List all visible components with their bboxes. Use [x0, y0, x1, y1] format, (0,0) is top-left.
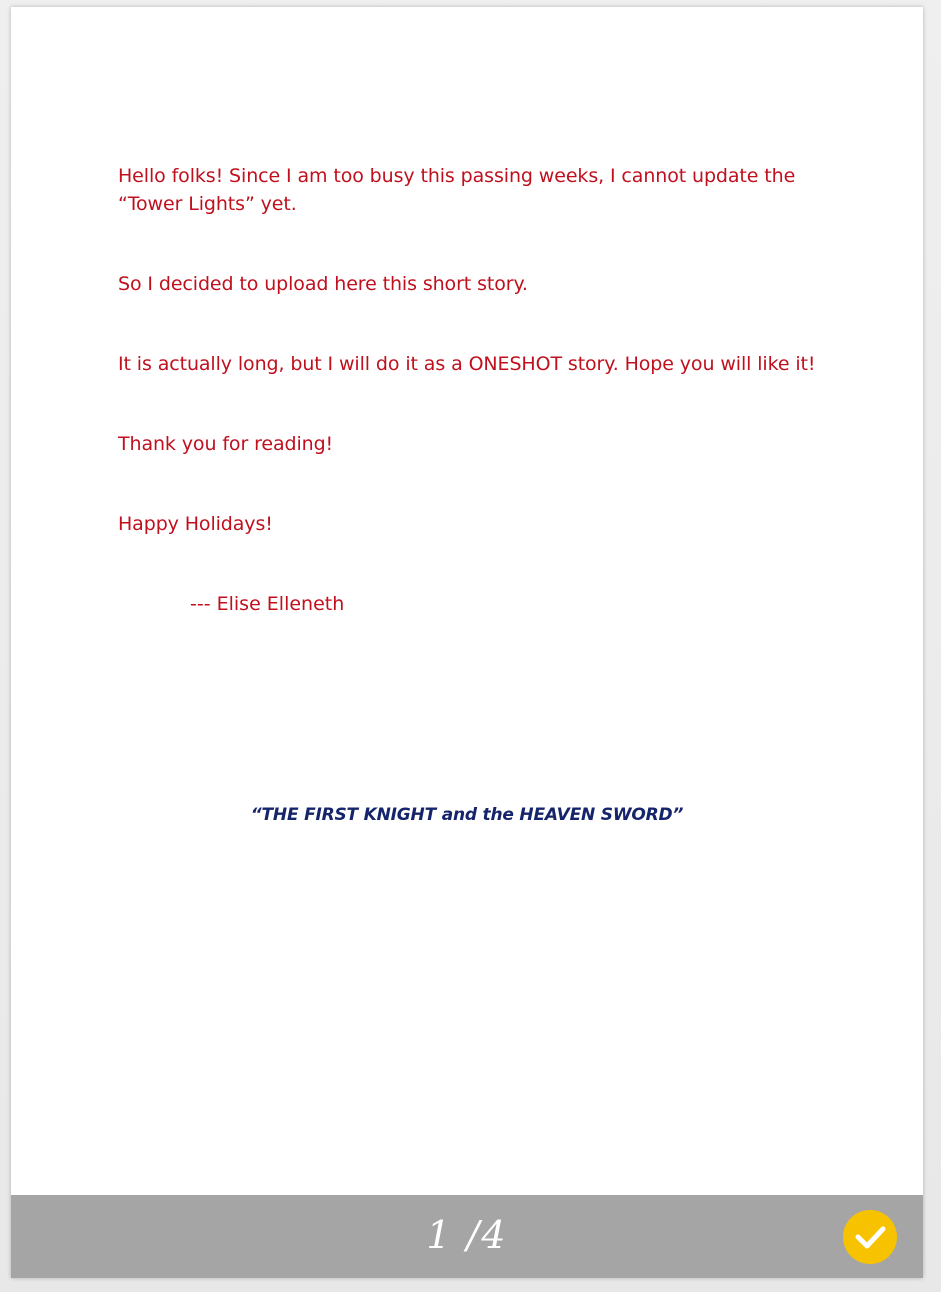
page-content: [118, 162, 828, 618]
page-indicator: 1 /4: [426, 1213, 508, 1257]
story-title: “THE FIRST KNIGHT and the HEAVEN SWORD”: [250, 805, 684, 825]
oneshot-paragraph: It is actually long, but I will do it as a ONESHOT story. Hope you will like it!: [118, 353, 816, 375]
author-signature: --- Elise Elleneth: [190, 593, 345, 615]
upload-paragraph: So I decided to upload here this short story.: [118, 273, 528, 295]
holidays-paragraph: Happy Holidays!: [118, 513, 273, 535]
check-icon: [853, 1220, 887, 1254]
page-footer-bar: [11, 1195, 923, 1278]
document-page: [11, 7, 923, 1278]
intro-paragraph: Hello folks! Since I am too busy this passing weeks, I cannot update the “Tower Lights” yet.: [118, 165, 796, 215]
thanks-paragraph: Thank you for reading!: [118, 433, 334, 455]
confirm-button[interactable]: [843, 1210, 897, 1264]
